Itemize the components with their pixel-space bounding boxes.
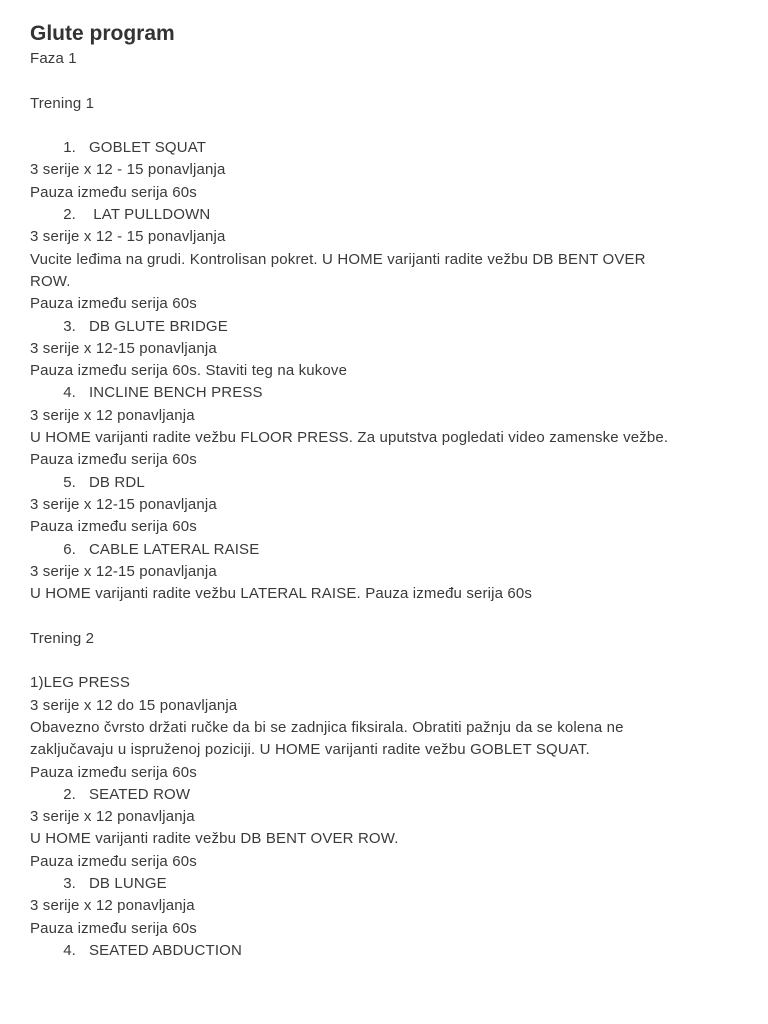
exercise-number: 2. [63,206,76,224]
exercise-detail: U HOME varijanti radite vežbu DB BENT OVER ROW. [30,830,399,848]
exercise-name: 1)LEG PRESS [30,674,131,692]
exercise-detail: 3 serije x 12 ponavljanja [30,406,195,424]
exercise-name: DB GLUTE BRIDGE [88,317,228,335]
exercise-detail: Pauza između serija 60s [30,852,197,870]
exercise-detail: Vucite leđima na grudi. Kontrolisan pokret. U HOME varijanti radite vežbu DB BENT OVER [30,250,646,268]
training-2-heading: Trening 2 [30,629,95,647]
exercise-name: CABLE LATERAL RAISE [88,540,260,558]
exercise-detail: Pauza između serija 60s [30,518,197,536]
exercise-item [30,382,750,404]
exercise-detail: U HOME varijanti radite vežbu LATERAL RAISE. Pauza između serija 60s [30,585,533,603]
exercise-number: 3. [63,317,76,335]
exercise-detail: 3 serije x 12 do 15 ponavljanja [30,696,238,714]
exercise-number: 6. [63,540,76,558]
exercise-detail: zaključavaju u ispruženoj poziciji. U HOME varijanti radite vežbu GOBLET SQUAT. [30,741,590,759]
exercise-detail: U HOME varijanti radite vežbu FLOOR PRESS. Za uputstva pogledati video zamenske vežbe. [30,429,669,447]
training-1-heading: Trening 1 [30,94,95,112]
exercise-detail: 3 serije x 12 - 15 ponavljanja [30,161,226,179]
exercise-number: 4. [63,941,76,959]
exercise-number: 2. [63,785,76,803]
exercise-detail: 3 serije x 12-15 ponavljanja [30,562,217,580]
exercise-number: 5. [63,473,76,491]
exercise-detail: Pauza između serija 60s [30,295,197,313]
exercise-name: INCLINE BENCH PRESS [88,384,263,402]
exercise-item [30,940,750,962]
exercise-detail: Pauza između serija 60s [30,183,197,201]
blank-line [30,605,750,627]
exercise-detail: 3 serije x 12 ponavljanja [30,897,195,915]
exercise-item [30,539,750,561]
exercise-item [30,316,750,338]
exercise-name: LAT PULLDOWN [88,206,211,224]
exercise-detail: Pauza između serija 60s [30,763,197,781]
exercise-detail: Obavezno čvrsto držati ručke da bi se zadnjica fiksirala. Obratiti pažnju da se kolena ne [30,718,624,736]
blank-line [30,70,750,92]
exercise-detail: Pauza između serija 60s [30,451,197,469]
blank-line [30,115,750,137]
document-page [30,20,750,962]
exercise-name: DB LUNGE [88,874,167,892]
exercise-detail: 3 serije x 12 - 15 ponavljanja [30,228,226,246]
exercise-name: SEATED ROW [88,785,191,803]
exercise-name: SEATED ABDUCTION [88,941,242,959]
phase-label: Faza 1 [30,50,77,67]
exercise-item [30,204,750,226]
exercise-detail: 3 serije x 12-15 ponavljanja [30,495,217,513]
exercise-detail: Pauza između serija 60s. Staviti teg na kukove [30,362,348,380]
exercise-item [30,137,750,159]
exercise-name: DB RDL [88,473,145,491]
exercise-detail: 3 serije x 12 ponavljanja [30,808,195,826]
document-title: Glute program [30,22,175,45]
blank-line [30,650,750,672]
exercise-item [30,472,750,494]
exercise-item [30,873,750,895]
exercise-number: 3. [63,874,76,892]
exercise-detail: 3 serije x 12-15 ponavljanja [30,339,217,357]
exercise-detail: ROW. [30,272,71,290]
exercise-name: GOBLET SQUAT [88,139,207,157]
exercise-number: 4. [63,384,76,402]
exercise-number: 1. [63,139,76,157]
exercise-item [30,784,750,806]
exercise-detail: Pauza između serija 60s [30,919,197,937]
